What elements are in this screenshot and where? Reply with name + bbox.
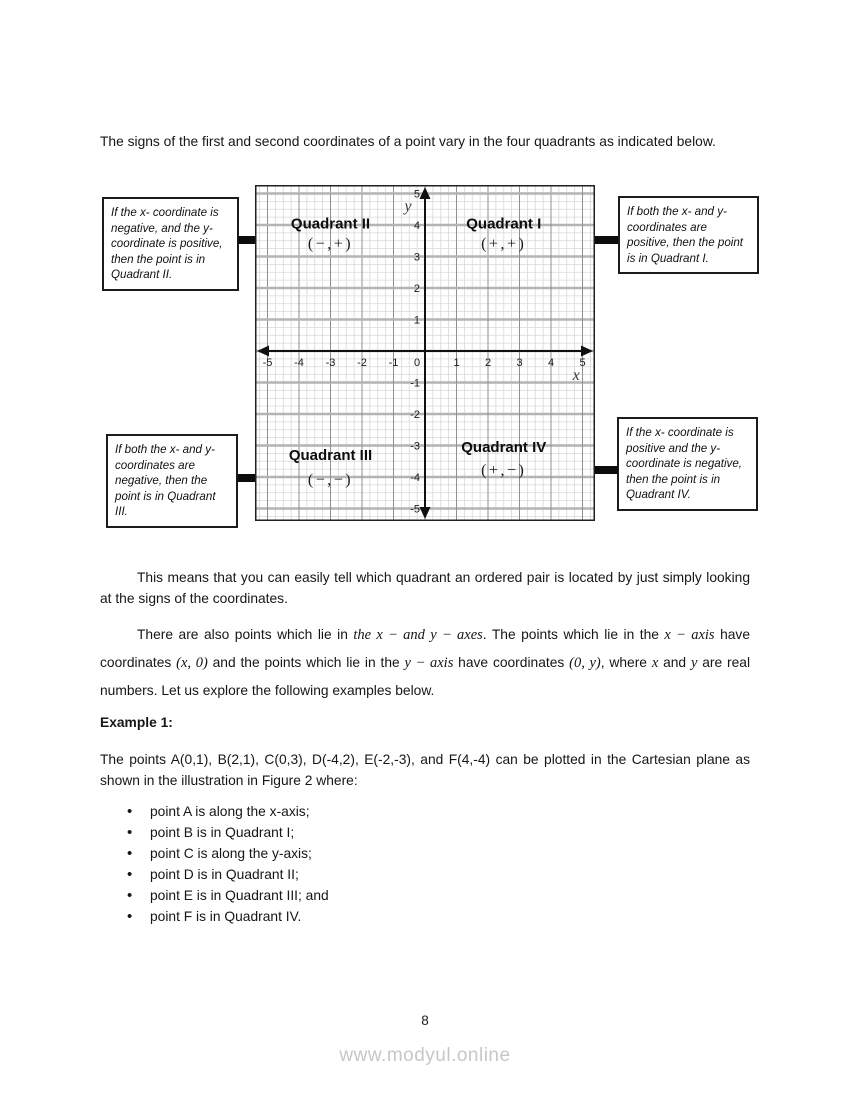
svg-text:-1: -1 bbox=[388, 357, 399, 369]
list-item: • point D is in Quadrant II; bbox=[100, 864, 750, 885]
list-item: • point A is along the x-axis; bbox=[100, 801, 750, 822]
svg-text:1: 1 bbox=[413, 314, 420, 327]
watermark: www.modyul.online bbox=[339, 1045, 511, 1066]
page-number: 8 bbox=[421, 1013, 429, 1028]
svg-text:x: x bbox=[572, 367, 580, 384]
callout-quadrant-4-text: If the x- coordinate is positive and the y-coordinate is negative, then the point is in Quadrant IV. bbox=[626, 426, 743, 501]
svg-text:Quadrant I: Quadrant I bbox=[466, 215, 542, 233]
example-intro: The points A(0,1), B(2,1), C(0,3), D(-4,2), E(-2,-3), and F(4,-4) can be plotted in the Cartesian plane as shown in the illustration in Figure 2 where: bbox=[100, 752, 750, 788]
svg-text:5: 5 bbox=[413, 188, 420, 201]
svg-text:-3: -3 bbox=[325, 357, 336, 369]
svg-text:1: 1 bbox=[453, 357, 460, 369]
svg-text:(−,+): (−,+) bbox=[307, 235, 354, 253]
callout-quadrant-1 bbox=[618, 196, 759, 274]
svg-text:-4: -4 bbox=[294, 357, 304, 369]
callout-quadrant-2 bbox=[102, 197, 239, 291]
list-item: • point B is in Quadrant I; bbox=[100, 822, 750, 843]
svg-text:(+,−): (+,−) bbox=[481, 462, 527, 480]
example-heading: Example 1: bbox=[100, 715, 173, 730]
math-text: the x − and y − axes bbox=[353, 627, 483, 643]
svg-text:2: 2 bbox=[413, 283, 420, 295]
svg-text:Quadrant IV: Quadrant IV bbox=[461, 439, 547, 457]
callout-quadrant-3-text: If both the x- and y-coordinates are negative, then the point is in Quadrant III. bbox=[115, 443, 216, 518]
svg-text:3: 3 bbox=[516, 357, 523, 369]
coordinate-grid bbox=[255, 185, 595, 521]
body-paragraph-2: There are also points which lie in the x − and y − axes. The points which lie in the x − axis have coordinates (x, 0) and the points which lie in the y − axis have coordinates (0, y), where x and y are real numbers. Let us explore the following examples below. bbox=[100, 627, 751, 698]
intro-paragraph: The signs of the first and second coordinates of a point vary in the four quadrants as indicated below. bbox=[100, 134, 716, 149]
svg-text:Quadrant II: Quadrant II bbox=[290, 215, 371, 233]
callout-quadrant-1-text: If both the x- and y-coordinates are positive, then the point is in Quadrant I. bbox=[627, 205, 744, 265]
svg-text:-4: -4 bbox=[410, 472, 420, 484]
svg-text:-1: -1 bbox=[410, 377, 420, 390]
math-text: (x, 0) bbox=[176, 655, 208, 671]
svg-text:3: 3 bbox=[413, 251, 420, 264]
svg-text:-2: -2 bbox=[410, 409, 420, 421]
svg-text:-3: -3 bbox=[410, 440, 420, 453]
list-item: • point C is along the y-axis; bbox=[100, 843, 750, 864]
math-text: y bbox=[690, 655, 698, 671]
svg-text:0: 0 bbox=[413, 357, 421, 369]
svg-text:y: y bbox=[404, 198, 412, 215]
example-bullet-list bbox=[100, 801, 750, 927]
svg-text:-2: -2 bbox=[357, 357, 367, 369]
math-text: x − axis bbox=[664, 627, 715, 643]
list-item: • point E is in Quadrant III; and bbox=[100, 885, 750, 906]
math-text: (0, y) bbox=[569, 655, 601, 671]
body-paragraph-1: This means that you can easily tell which quadrant an ordered pair is located by just simply looking at the signs of the coordinates. bbox=[100, 570, 750, 606]
math-text: x bbox=[651, 655, 659, 671]
svg-text:(−,−): (−,−) bbox=[307, 471, 354, 489]
svg-text:-5: -5 bbox=[262, 357, 273, 369]
svg-text:4: 4 bbox=[413, 220, 420, 232]
svg-text:-5: -5 bbox=[410, 503, 420, 516]
svg-text:5: 5 bbox=[579, 357, 586, 369]
callout-quadrant-2-text: If the x- coordinate is negative, and the y-coordinate is positive, then the point is in Quadrant II. bbox=[111, 206, 223, 281]
svg-text:(+,+): (+,+) bbox=[481, 235, 527, 253]
svg-text:4: 4 bbox=[547, 357, 555, 369]
callout-quadrant-4 bbox=[617, 417, 758, 511]
svg-text:Quadrant III: Quadrant III bbox=[288, 446, 373, 464]
list-item: • point F is in Quadrant IV. bbox=[100, 906, 750, 927]
svg-text:2: 2 bbox=[484, 357, 492, 369]
math-text: y − axis bbox=[404, 655, 454, 671]
quadrants-figure bbox=[0, 180, 850, 525]
callout-quadrant-3 bbox=[106, 434, 238, 528]
